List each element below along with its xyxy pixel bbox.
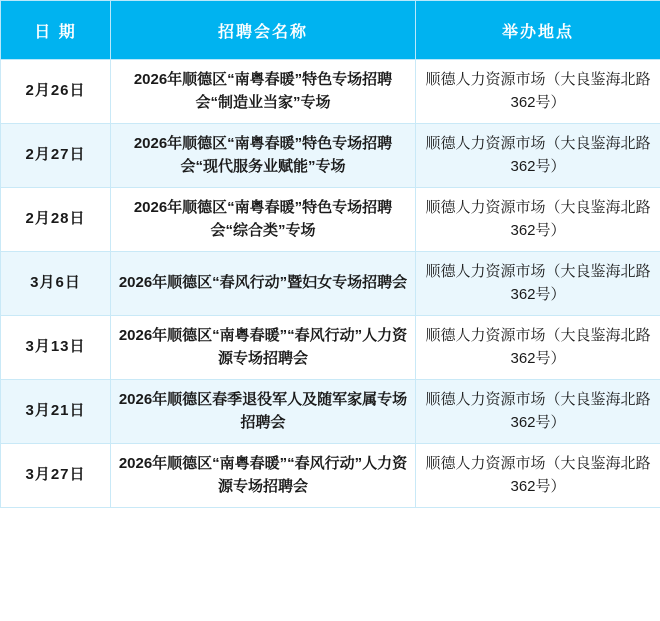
cell-name: 2026年顺德区“南粤春暖”特色专场招聘会“综合类”专场 bbox=[111, 188, 416, 252]
cell-date: 2月27日 bbox=[1, 124, 111, 188]
cell-date: 3月21日 bbox=[1, 380, 111, 444]
cell-place: 顺德人力资源市场（大良鉴海北路362号） bbox=[416, 380, 660, 444]
table-row bbox=[1, 252, 660, 316]
cell-place: 顺德人力资源市场（大良鉴海北路362号） bbox=[416, 60, 660, 124]
cell-date: 3月13日 bbox=[1, 316, 111, 380]
table-header-row bbox=[1, 1, 660, 60]
column-header-date: 日 期 bbox=[1, 1, 111, 60]
cell-place: 顺德人力资源市场（大良鉴海北路362号） bbox=[416, 124, 660, 188]
cell-name: 2026年顺德区“南粤春暖”特色专场招聘会“制造业当家”专场 bbox=[111, 60, 416, 124]
table-row bbox=[1, 188, 660, 252]
cell-name: 2026年顺德区“春风行动”暨妇女专场招聘会 bbox=[111, 252, 416, 316]
cell-place: 顺德人力资源市场（大良鉴海北路362号） bbox=[416, 252, 660, 316]
table-row bbox=[1, 444, 660, 508]
cell-name: 2026年顺德区“南粤春暖”特色专场招聘会“现代服务业赋能”专场 bbox=[111, 124, 416, 188]
cell-place: 顺德人力资源市场（大良鉴海北路362号） bbox=[416, 316, 660, 380]
table-row bbox=[1, 60, 660, 124]
table-row bbox=[1, 124, 660, 188]
cell-date: 3月27日 bbox=[1, 444, 111, 508]
cell-place: 顺德人力资源市场（大良鉴海北路362号） bbox=[416, 188, 660, 252]
table-row bbox=[1, 380, 660, 444]
cell-name: 2026年顺德区春季退役军人及随军家属专场招聘会 bbox=[111, 380, 416, 444]
cell-date: 2月26日 bbox=[1, 60, 111, 124]
cell-name: 2026年顺德区“南粤春暖”“春风行动”人力资源专场招聘会 bbox=[111, 316, 416, 380]
column-header-name: 招聘会名称 bbox=[111, 1, 416, 60]
cell-name: 2026年顺德区“南粤春暖”“春风行动”人力资源专场招聘会 bbox=[111, 444, 416, 508]
column-header-place: 举办地点 bbox=[416, 1, 660, 60]
table-row bbox=[1, 316, 660, 380]
cell-date: 2月28日 bbox=[1, 188, 111, 252]
cell-date: 3月6日 bbox=[1, 252, 111, 316]
cell-place: 顺德人力资源市场（大良鉴海北路362号） bbox=[416, 444, 660, 508]
